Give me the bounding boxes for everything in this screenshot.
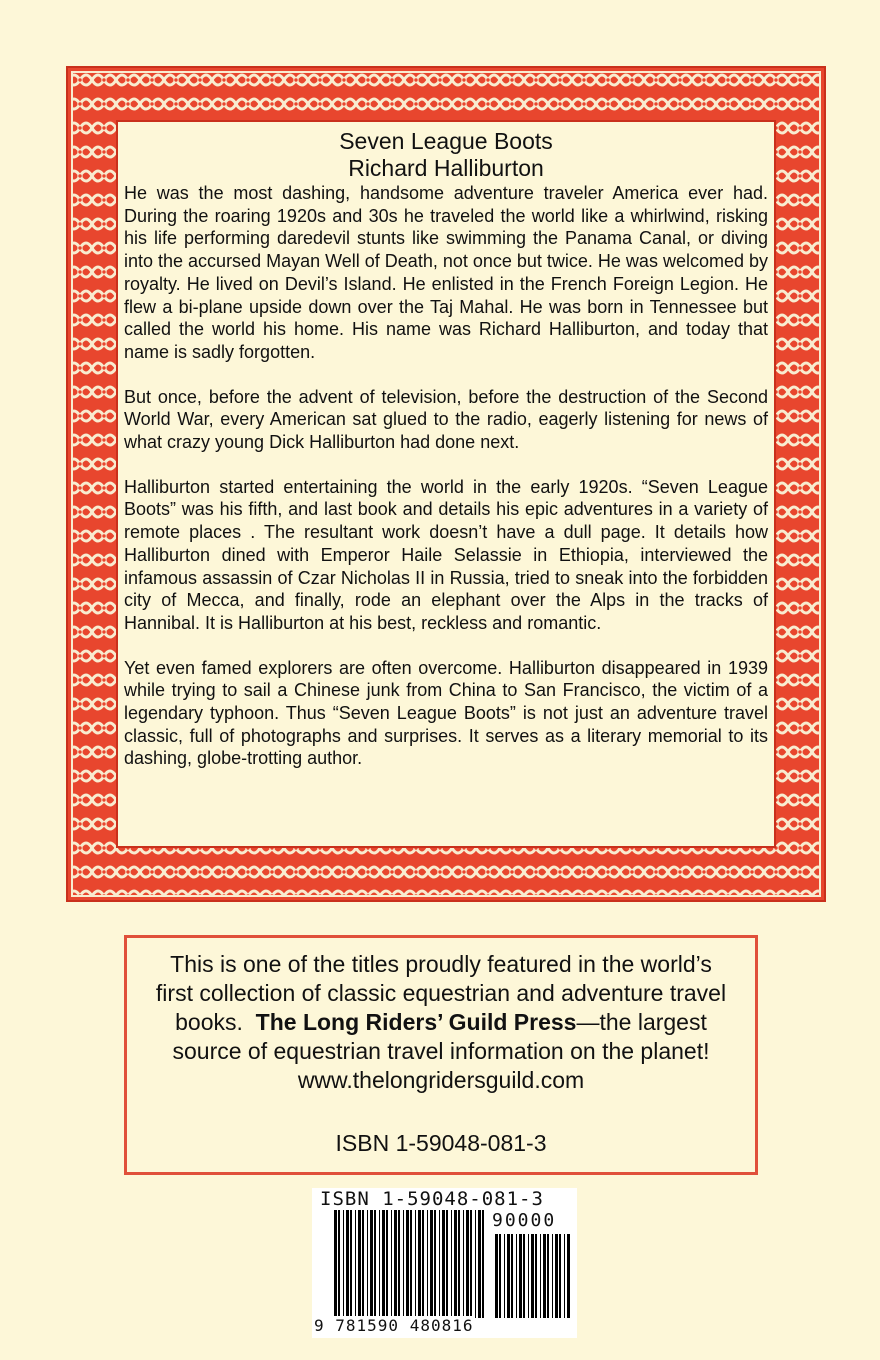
barcode-bar xyxy=(382,1210,385,1318)
barcode-bar xyxy=(516,1234,517,1318)
barcode-bar xyxy=(559,1234,561,1318)
barcode-bar xyxy=(374,1210,376,1318)
barcode-bar xyxy=(555,1234,558,1318)
barcode-bar xyxy=(454,1210,457,1318)
barcode-price-code: 90000 xyxy=(492,1210,557,1231)
barcode-bar xyxy=(458,1210,460,1318)
publisher-name: The Long Riders’ Guild Press xyxy=(255,1009,577,1035)
description-paragraph-1: He was the most dashing, handsome adventure traveler America ever had. During the roaring 1920s and 30s he traveled the world like a whirlwind, risking his life performing daredevil stunts like swimming the Panama Canal, or diving into the accursed Mayan Well of Death, not once but twice. He was welcomed by royalty. He lived on Devil’s Island. He enlisted in the French Foreign Legion. He flew a bi-plane upside down over the Taj Mahal. He was born in Tennessee but called the world his home. His name was Richard Halliburton, and today that name is sadly forgotten. xyxy=(124,183,768,362)
barcode-bar xyxy=(394,1210,397,1318)
barcode-bar xyxy=(403,1210,404,1318)
barcode-bar xyxy=(362,1210,364,1318)
barcode-bar xyxy=(386,1210,388,1318)
barcode-bar xyxy=(482,1210,484,1318)
promo-line-1: This is one of the titles proudly featured in the world’s xyxy=(170,951,712,977)
promo-line-3 xyxy=(127,1008,755,1037)
publisher-website: www.thelongridersguild.com xyxy=(297,1067,585,1093)
barcode-bar xyxy=(391,1210,392,1318)
barcode-bar xyxy=(422,1210,424,1318)
isbn-barcode xyxy=(312,1188,577,1338)
barcode-bar xyxy=(535,1234,537,1318)
description-paragraph-3: Halliburton started entertaining the world in the early 1920s. “Seven League Boots” was his fifth, and last book and details his epic adventures in a variety of remote places . The resultant work doesn’t have a dull page. It details how Halliburton dined with Emperor Haile Selassie in Ethiopia, interviewed the infamous assassin of Czar Nicholas II in Russia, tried to sneak into the forbidden city of Mecca, and finally, rode an elephant over the Alps in the tracks of Hannibal. It is Halliburton at his best, reckless and romantic. xyxy=(124,476,768,633)
isbn-text: ISBN 1-59048-081-3 xyxy=(335,1130,547,1156)
description-paragraph-4: Yet even famed explorers are often overcome. Halliburton disappeared in 1939 while trying to sail a Chinese junk from China to San Francisco, the victim of a legendary typhoon. Thus “Seven League Boots” is not just an adventure travel classic, full of photographs and surprises. It serves as a literary memorial to its dashing, globe-trotting author. xyxy=(124,657,768,769)
barcode-bar xyxy=(346,1210,349,1318)
barcode-bar xyxy=(466,1210,469,1318)
barcode-bar xyxy=(495,1234,498,1318)
barcode-bar xyxy=(334,1210,337,1318)
barcode-bar xyxy=(430,1210,433,1318)
barcode-bar xyxy=(350,1210,352,1318)
barcode-bar xyxy=(475,1210,476,1318)
barcode-bar xyxy=(531,1234,534,1318)
barcode-bar xyxy=(504,1234,505,1318)
promo-line-2: first collection of classic equestrian and adventure travel xyxy=(155,980,727,1006)
barcode-ean-digits: 9 781590 480816 xyxy=(314,1316,474,1335)
promo-line-3-prefix: books. xyxy=(175,1009,256,1035)
barcode-bar xyxy=(367,1210,368,1318)
book-author: Richard Halliburton xyxy=(348,155,544,181)
barcode-bar xyxy=(446,1210,448,1318)
barcode-bar xyxy=(406,1210,409,1318)
barcode-bar xyxy=(463,1210,464,1318)
barcode-bar xyxy=(470,1210,472,1318)
barcode-bar xyxy=(564,1234,565,1318)
barcode-bar xyxy=(547,1234,549,1318)
barcode-bar xyxy=(451,1210,452,1318)
promo-line-3-suffix: —the largest xyxy=(576,1009,707,1035)
barcode-bar xyxy=(427,1210,428,1318)
barcode-bar xyxy=(507,1234,510,1318)
description-paragraph-2: But once, before the advent of television, before the destruction of the Second World War, every American sat glued to the radio, eagerly listening for news of what crazy young Dick Halliburton had done next. xyxy=(124,386,768,453)
barcode-bar xyxy=(519,1234,522,1318)
barcode-bar xyxy=(343,1210,344,1318)
barcode-bar xyxy=(338,1210,340,1318)
barcode-bar xyxy=(543,1234,546,1318)
barcode-bar xyxy=(552,1234,553,1318)
barcode-bar xyxy=(442,1210,445,1318)
barcode-bar xyxy=(567,1234,570,1318)
celtic-knot-border xyxy=(66,66,826,902)
barcode-bar xyxy=(410,1210,412,1318)
barcode-bar xyxy=(398,1210,400,1318)
book-title: Seven League Boots xyxy=(339,128,553,154)
barcode-bar xyxy=(415,1210,416,1318)
promo-line-4: source of equestrian travel information on the planet! xyxy=(172,1038,710,1064)
barcode-bar xyxy=(528,1234,529,1318)
barcode-bar xyxy=(499,1234,501,1318)
barcode-bar xyxy=(478,1210,481,1318)
barcode-bar xyxy=(355,1210,356,1318)
description-panel xyxy=(116,120,776,848)
barcode-bar xyxy=(370,1210,373,1318)
barcode-bar xyxy=(523,1234,525,1318)
barcode-bar xyxy=(358,1210,361,1318)
barcode-isbn-label: ISBN 1-59048-081-3 xyxy=(320,1188,544,1210)
barcode-bar xyxy=(379,1210,380,1318)
barcode-bar xyxy=(540,1234,541,1318)
barcode-bar xyxy=(418,1210,421,1318)
publisher-promo-box xyxy=(124,935,758,1175)
barcode-bar xyxy=(434,1210,436,1318)
barcode-bar xyxy=(511,1234,513,1318)
barcode-bar xyxy=(439,1210,440,1318)
